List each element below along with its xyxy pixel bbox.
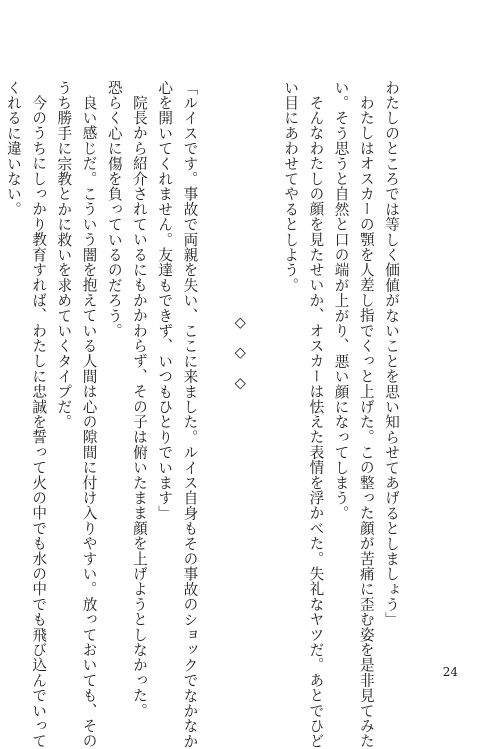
paragraph-line: わたしのところでは等しく価値がないことを思い知らせてあげるとしましょう」 — [383, 80, 400, 628]
paragraph-line: い目にあわせてやるとしよう。 — [282, 80, 300, 293]
blank-line — [253, 80, 278, 638]
blank-line — [202, 80, 227, 638]
paragraph-line — [0, 80, 1, 638]
paragraph-line: くれるに違いない。 — [4, 80, 22, 217]
paragraph-line: 「ルイスです。事故で両親を失い、ここに来ました。ルイス自身もその事故のショックでなかなか — [181, 80, 199, 749]
scene-break-diamonds: ◇◇◇ — [231, 313, 249, 405]
paragraph-line: い。そう思うと自然と口の端が上がり、悪い顔になってしまう。 — [332, 80, 350, 521]
vertical-text-body — [0, 80, 404, 749]
paragraph-line: うち勝手に宗教とかに救いを求めていくタイプだ。 — [55, 80, 73, 430]
paragraph-line: そんなわたしの顔を見たせいか、オスカーは怯えた表情を浮かべた。失礼なヤツだ。あとでひど — [307, 94, 325, 749]
paragraph-line: 心を開いてくれません。友達もできず、いつもひとりでいます」 — [156, 80, 174, 521]
paragraph-line: 良い感じだ。こういう闇を抱えている人間は心の隙間に付け入りやすい。放っておいても、その — [80, 94, 98, 749]
paragraph-line: 院長から紹介されているにもかかわらず、その子は俯いたまま顔を上げようとしなかった。 — [130, 94, 148, 718]
paragraph-line: 恐らく心に傷を負っているのだろう。 — [105, 80, 123, 339]
paragraph-line: 今のうちにしっかり教育すれば、わたしに忠誠を誓って火の中でも水の中でも飛び込んでいって — [30, 94, 48, 749]
paragraph-line: わたしはオスカーの顎を人差し指でくっと上げた。この整った顔が苦痛に歪む姿を是非見てみた — [357, 94, 375, 749]
page-number: 24 — [442, 665, 458, 679]
